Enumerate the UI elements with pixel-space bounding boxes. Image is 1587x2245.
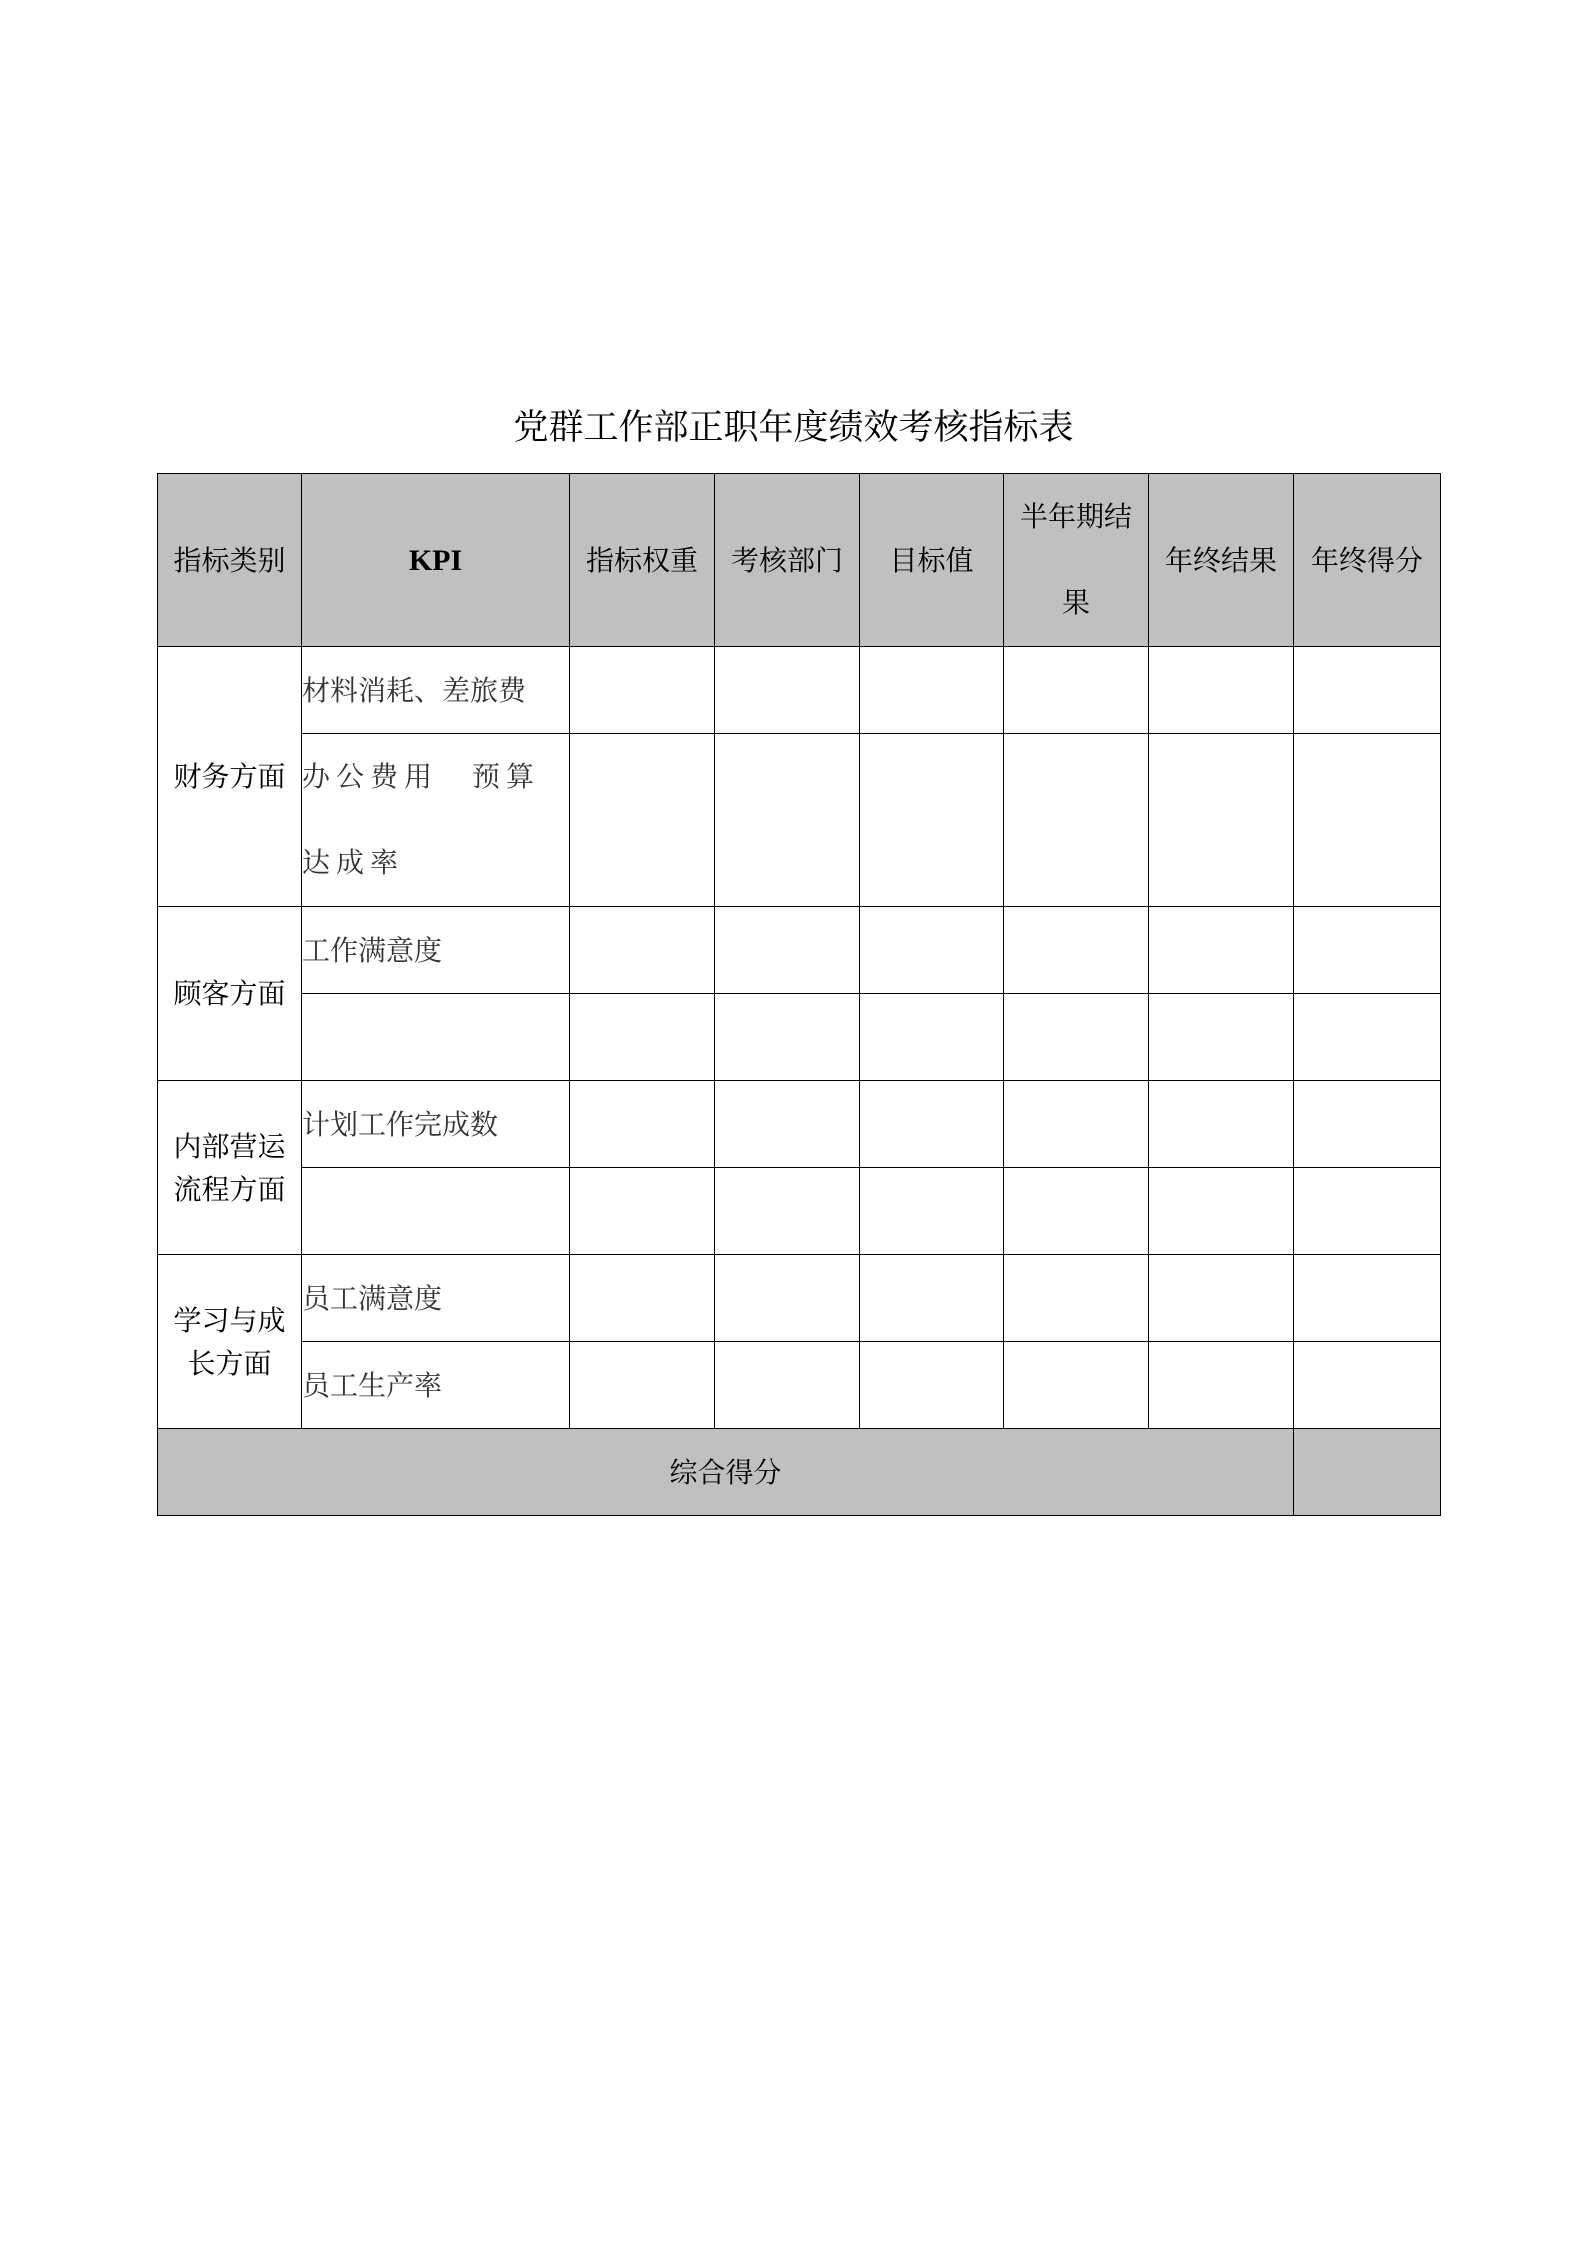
target-cell — [860, 1255, 1004, 1342]
kpi-cell: 员工满意度 — [302, 1255, 570, 1342]
year-end-result-cell — [1149, 1081, 1294, 1168]
table-row — [158, 734, 1441, 907]
table-row — [158, 1168, 1441, 1255]
kpi-cell: 员工生产率 — [302, 1342, 570, 1429]
summary-score-cell — [1294, 1429, 1441, 1516]
year-end-score-cell — [1294, 907, 1441, 994]
table-row — [158, 1342, 1441, 1429]
year-end-score-cell — [1294, 734, 1441, 907]
category-cell-finance: 财务方面 — [158, 647, 302, 907]
half-year-cell — [1004, 647, 1149, 734]
table-row — [158, 994, 1441, 1081]
half-year-cell — [1004, 1081, 1149, 1168]
target-cell — [860, 647, 1004, 734]
year-end-score-cell — [1294, 647, 1441, 734]
dept-cell — [715, 994, 860, 1081]
document-title: 党群工作部正职年度绩效考核指标表 — [513, 408, 1074, 448]
dept-cell — [715, 1168, 860, 1255]
target-cell — [860, 1342, 1004, 1429]
year-end-result-cell — [1149, 647, 1294, 734]
table-row — [158, 1255, 1441, 1342]
dept-cell — [715, 1081, 860, 1168]
target-cell — [860, 1168, 1004, 1255]
header-year-end-result: 年终结果 — [1149, 474, 1294, 647]
target-cell — [860, 1081, 1004, 1168]
year-end-score-cell — [1294, 1168, 1441, 1255]
dept-cell — [715, 1255, 860, 1342]
header-kpi: KPI — [302, 474, 570, 647]
half-year-cell — [1004, 907, 1149, 994]
target-cell — [860, 734, 1004, 907]
header-half-year-line2: 果 — [1061, 586, 1090, 619]
half-year-cell — [1004, 1255, 1149, 1342]
target-cell — [860, 907, 1004, 994]
header-dept: 考核部门 — [715, 474, 860, 647]
dept-cell — [715, 734, 860, 907]
summary-label: 综合得分 — [158, 1429, 1294, 1516]
category-cell-learning-growth — [158, 1255, 302, 1429]
year-end-result-cell — [1149, 907, 1294, 994]
summary-row — [158, 1429, 1441, 1516]
kpi-cell: 工作满意度 — [302, 907, 570, 994]
weight-cell — [570, 1081, 715, 1168]
half-year-cell — [1004, 734, 1149, 907]
year-end-score-cell — [1294, 1342, 1441, 1429]
dept-cell — [715, 907, 860, 994]
category-line: 内部营运 — [173, 1129, 286, 1163]
header-year-end-score: 年终得分 — [1294, 474, 1441, 647]
weight-cell — [570, 907, 715, 994]
weight-cell — [570, 734, 715, 907]
table-header-row — [158, 474, 1441, 647]
dept-cell — [715, 1342, 860, 1429]
category-cell-internal-process — [158, 1081, 302, 1255]
kpi-cell — [302, 1168, 570, 1255]
weight-cell — [570, 1168, 715, 1255]
header-weight: 指标权重 — [570, 474, 715, 647]
weight-cell — [570, 994, 715, 1081]
table-row — [158, 1081, 1441, 1168]
year-end-score-cell — [1294, 1081, 1441, 1168]
year-end-result-cell — [1149, 994, 1294, 1081]
year-end-result-cell — [1149, 1342, 1294, 1429]
half-year-cell — [1004, 994, 1149, 1081]
kpi-cell: 办公费用 预算达成率 — [302, 734, 570, 907]
kpi-cell: 计划工作完成数 — [302, 1081, 570, 1168]
weight-cell — [570, 1342, 715, 1429]
kpi-cell: 材料消耗、差旅费 — [302, 647, 570, 734]
half-year-cell — [1004, 1168, 1149, 1255]
dept-cell — [715, 647, 860, 734]
kpi-table — [157, 473, 1441, 1516]
weight-cell — [570, 1255, 715, 1342]
year-end-result-cell — [1149, 1168, 1294, 1255]
target-cell — [860, 994, 1004, 1081]
category-cell-customer: 顾客方面 — [158, 907, 302, 1081]
weight-cell — [570, 647, 715, 734]
kpi-cell — [302, 994, 570, 1081]
header-target: 目标值 — [860, 474, 1004, 647]
category-line: 学习与成 — [173, 1303, 286, 1337]
category-line: 流程方面 — [173, 1172, 286, 1206]
year-end-result-cell — [1149, 734, 1294, 907]
year-end-score-cell — [1294, 994, 1441, 1081]
header-half-year — [1004, 474, 1149, 647]
year-end-score-cell — [1294, 1255, 1441, 1342]
table-row — [158, 647, 1441, 734]
category-line: 长方面 — [187, 1346, 272, 1380]
table-row — [158, 907, 1441, 994]
header-half-year-line1: 半年期结 — [1019, 500, 1132, 533]
year-end-result-cell — [1149, 1255, 1294, 1342]
header-category: 指标类别 — [158, 474, 302, 647]
half-year-cell — [1004, 1342, 1149, 1429]
